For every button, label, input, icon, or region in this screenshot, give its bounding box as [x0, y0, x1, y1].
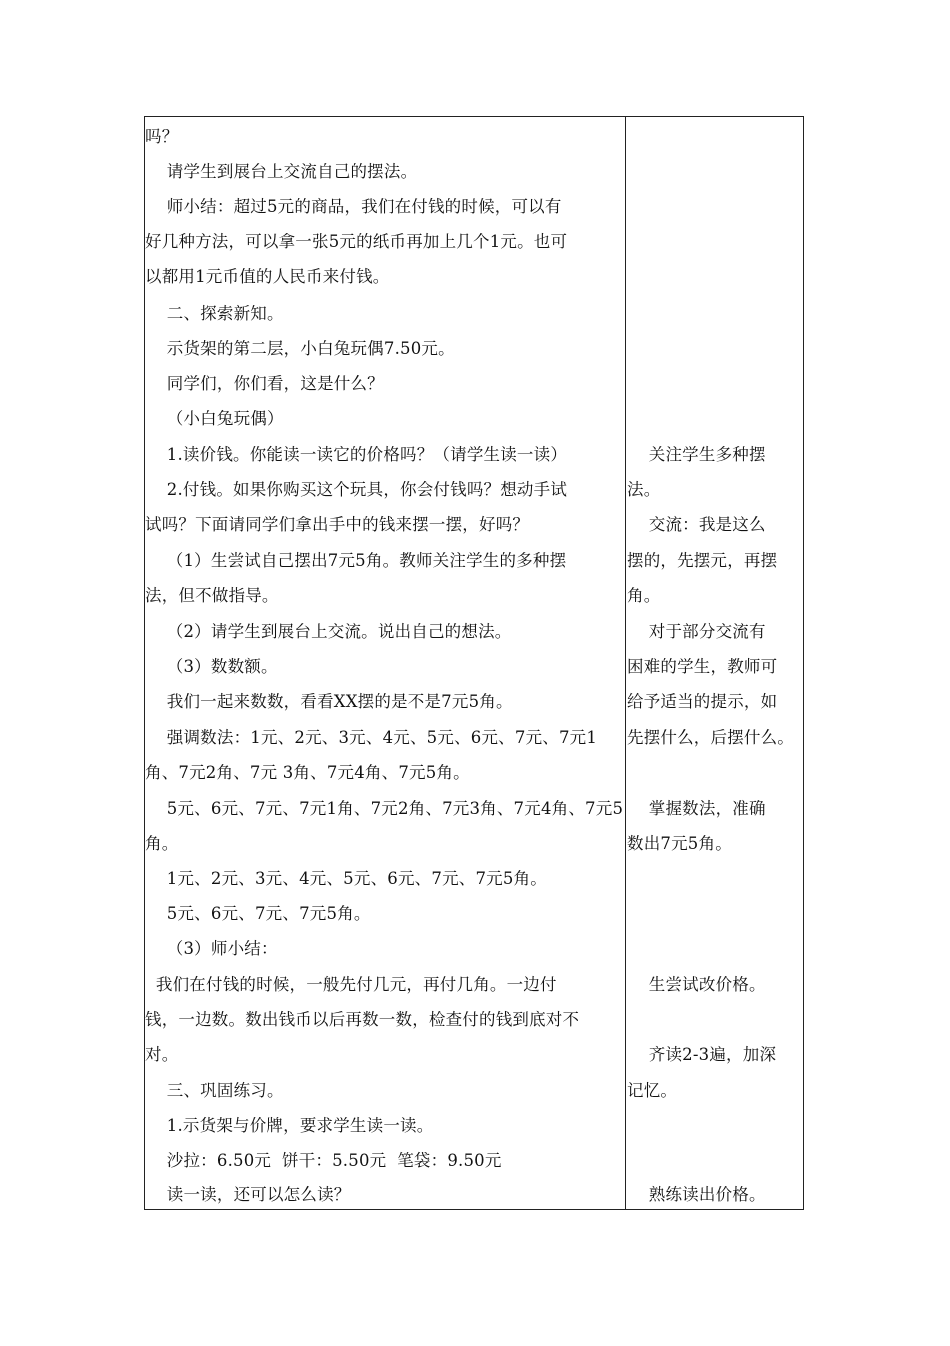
- intent-text-line: 掌握数法，准确: [627, 799, 766, 818]
- intent-text-line: 对于部分交流有: [627, 622, 766, 641]
- process-text-line: （1）生尝试自己摆出7元5角。教师关注学生的多种摆: [145, 551, 567, 570]
- process-text-line: （小白兔玩偶）: [145, 409, 284, 428]
- process-text-line: 1元、2元、3元、4元、5元、6元、7元、7元5角。: [145, 869, 547, 888]
- process-text-line: 请学生到展台上交流自己的摆法。: [145, 162, 418, 181]
- intent-text-line: 给予适当的提示，如: [627, 692, 778, 711]
- intent-text-line: 齐读2-3遍，加深: [627, 1045, 777, 1064]
- intent-text-line: 角。: [627, 586, 661, 605]
- intent-text-line: 关注学生多种摆: [627, 445, 766, 464]
- intent-text-line: 熟练读出价格。: [627, 1185, 766, 1204]
- intent-text-line: 交流：我是这么: [627, 515, 766, 534]
- process-text-line: 好几种方法，可以拿一张5元的纸币再加上几个1元。也可: [145, 232, 568, 251]
- process-text-line: 我们一起来数数，看看XX摆的是不是7元5角。: [145, 692, 513, 711]
- process-text-line: （3）数数额。: [145, 657, 278, 676]
- process-text-line: 2.付钱。如果你购买这个玩具，你会付钱吗？想动手试: [145, 480, 568, 499]
- process-text-line: 示货架的第二层，小白兔玩偶7.50元。: [145, 339, 455, 358]
- column-divider: [625, 117, 626, 1209]
- process-text-line: 试吗？下面请同学们拿出手中的钱来摆一摆，好吗？: [145, 515, 530, 534]
- process-text-line: 读一读，还可以怎么读？: [145, 1185, 351, 1204]
- process-text-line: 以都用1元币值的人民币来付钱。: [145, 267, 390, 286]
- intent-text-line: 数出7元5角。: [627, 834, 732, 853]
- intent-text-line: 先摆什么，后摆什么。: [627, 728, 794, 747]
- lesson-table: [144, 116, 804, 1210]
- process-text-line: 吗？: [145, 127, 179, 146]
- process-text-line: 师小结：超过5元的商品，我们在付钱的时候，可以有: [145, 197, 562, 216]
- process-text-line: 钱，一边数。数出钱币以后再数一数，检查付的钱到底对不: [145, 1010, 580, 1029]
- process-text-line: 角、7元2角、7元 3角、7元4角、7元5角。: [145, 763, 470, 782]
- process-text-line: 5元、6元、7元、7元5角。: [145, 904, 371, 923]
- process-text-line: 1.示货架与价牌，要求学生读一读。: [145, 1116, 434, 1135]
- intent-text-line: 记忆。: [627, 1081, 678, 1100]
- intent-text-line: 生尝试改价格。: [627, 975, 766, 994]
- process-text-line: 我们在付钱的时候，一般先付几元，再付几角。一边付: [145, 975, 557, 994]
- intent-text-line: 摆的，先摆元，再摆: [627, 551, 778, 570]
- process-text-line: （3）师小结：: [145, 939, 278, 958]
- process-text-line: 1.读价钱。你能读一读它的价格吗？（请学生读一读）: [145, 445, 568, 464]
- process-text-line: 对。: [145, 1045, 179, 1064]
- process-text-line: 三、巩固练习。: [145, 1081, 284, 1100]
- process-text-line: 法，但不做指导。: [145, 586, 279, 605]
- process-text-line: （2）请学生到展台上交流。说出自己的想法。: [145, 622, 512, 641]
- process-text-line: 角。: [145, 834, 179, 853]
- process-text-line: 二、探索新知。: [145, 304, 284, 323]
- process-text-line: 同学们，你们看，这是什么？: [145, 374, 384, 393]
- intent-text-line: 法。: [627, 480, 661, 499]
- process-text-line: 5元、6元、7元、7元1角、7元2角、7元3角、7元4角、7元5: [145, 799, 624, 818]
- process-text-line: 沙拉：6.50元 饼干：5.50元 笔袋：9.50元: [145, 1151, 502, 1170]
- intent-text-line: 困难的学生，教师可: [627, 657, 778, 676]
- process-text-line: 强调数法：1元、2元、3元、4元、5元、6元、7元、7元1: [145, 728, 598, 747]
